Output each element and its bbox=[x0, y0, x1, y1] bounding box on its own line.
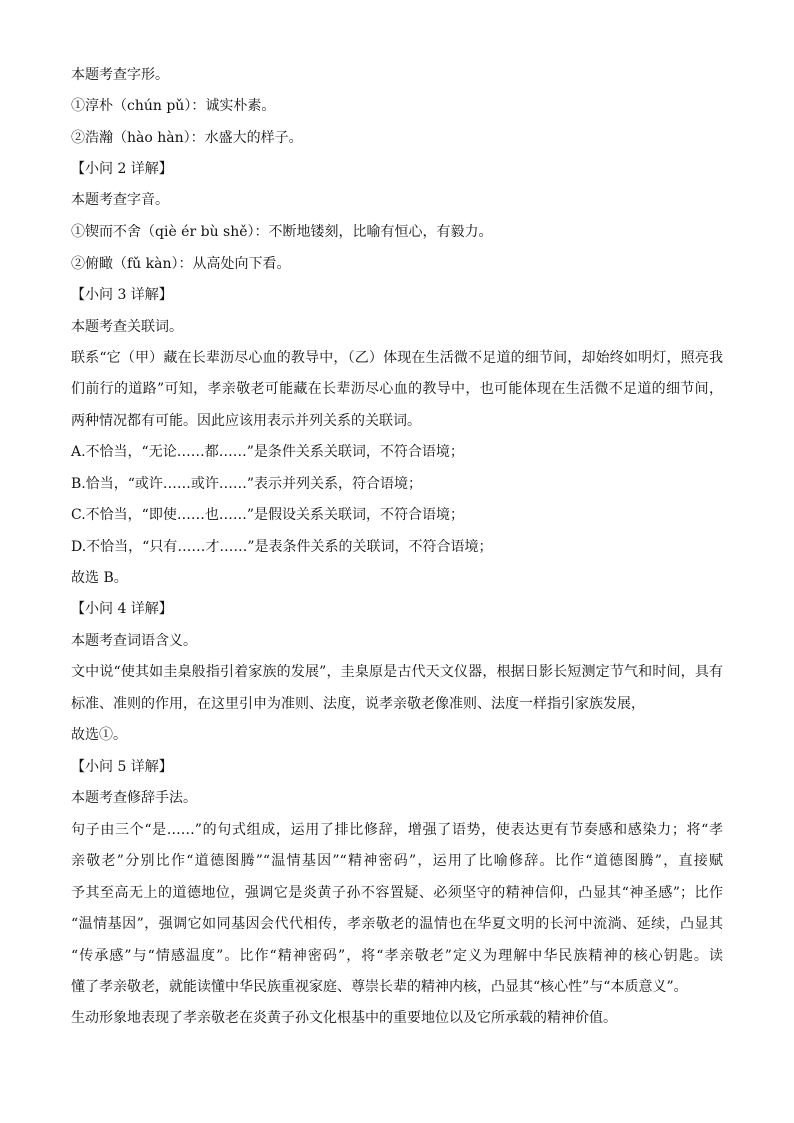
text-line: 本题考查词语含义。 bbox=[71, 633, 197, 649]
text-line: 们前行的道路”可知，孝亲敬老可能藏在长辈沥尽心血的教导中，也可能体现在生活微不足道的细节间， bbox=[71, 381, 723, 397]
text-line: 本题考查字音。 bbox=[71, 192, 169, 208]
text-line: 亲敬老”分别比作“道德图腾”“温情基因”“精神密码”，运用了比喻修辞。比作“道德图腾”，直接赋 bbox=[71, 853, 723, 869]
text-line: “温情基因”，强调它如同基因会代代相传，孝亲敬老的温情也在华夏文明的长河中流淌、延续，凸显其 bbox=[71, 916, 723, 932]
text-line: 懂了孝亲敬老，就能读懂中华民族重视家庭、尊崇长辈的精神内核，凸显其“核心性”与“本质意义”。 bbox=[71, 979, 688, 995]
option-line: B.恰当，“或许……或许……”表示并列关系，符合语境； bbox=[71, 476, 423, 492]
option-line: A.不恰当，“无论……都……”是条件关系关联词，不符合语境； bbox=[71, 444, 464, 460]
text-line: 本题考查字形。 bbox=[71, 67, 169, 83]
option-line: C.不恰当，“即使……也……”是假设关系关联词，不符合语境； bbox=[71, 507, 464, 523]
text-line: ①锲而不舍（qiè ér bù shě）：不断地镂刻，比喻有恒心，有毅力。 bbox=[71, 224, 493, 240]
text-line: ①淳朴（chún pǔ）：诚实朴素。 bbox=[71, 98, 276, 114]
text-line: ②浩瀚（hào hàn）：水盛大的样子。 bbox=[71, 130, 303, 146]
text-line: 本题考查关联词。 bbox=[71, 319, 183, 335]
text-line: 联系“它（甲）藏在长辈沥尽心血的教导中，（乙）体现在生活微不足道的细节间，却始终如明灯，照亮我 bbox=[71, 350, 723, 366]
section-heading: 【小问 2 详解】 bbox=[71, 161, 173, 177]
text-line: 予其至高无上的道德地位，强调它是炎黄子孙不容置疑、必须坚守的精神信仰，凸显其“神圣感”；比作 bbox=[71, 885, 723, 901]
section-heading: 【小问 3 详解】 bbox=[71, 287, 173, 303]
section-heading: 【小问 4 详解】 bbox=[71, 601, 173, 617]
text-line: “传承感”与“情感温度”。比作“精神密码”，将“孝亲敬老”定义为理解中华民族精神的核心钥匙。读 bbox=[71, 948, 723, 964]
text-line: 文中说“使其如圭臬般指引着家族的发展”，圭臬原是古代天文仪器，根据日影长短测定节气和时间，具有 bbox=[71, 664, 723, 680]
text-line: 句子由三个“是……”的句式组成，运用了排比修辞，增强了语势，使表达更有节奏感和感染力；将“孝 bbox=[71, 822, 723, 838]
text-line: ②俯瞰（fǔ kàn）：从高处向下看。 bbox=[71, 256, 291, 272]
text-line: 两种情况都有可能。因此应该用表示并列关系的关联词。 bbox=[71, 413, 421, 429]
option-line: D.不恰当，“只有……才……”是表条件关系的关联词，不符合语境； bbox=[71, 539, 493, 555]
answer-line: 故选①。 bbox=[71, 727, 127, 743]
section-heading: 【小问 5 详解】 bbox=[71, 759, 173, 775]
text-line: 本题考查修辞手法。 bbox=[71, 790, 197, 806]
text-line: 标准、准则的作用，在这里引申为准则、法度，说孝亲敬老像准则、法度一样指引家族发展， bbox=[71, 696, 645, 712]
text-line: 生动形象地表现了孝亲敬老在炎黄子孙文化根基中的重要地位以及它所承载的精神价值。 bbox=[71, 1010, 617, 1026]
answer-line: 故选 B。 bbox=[71, 570, 128, 586]
